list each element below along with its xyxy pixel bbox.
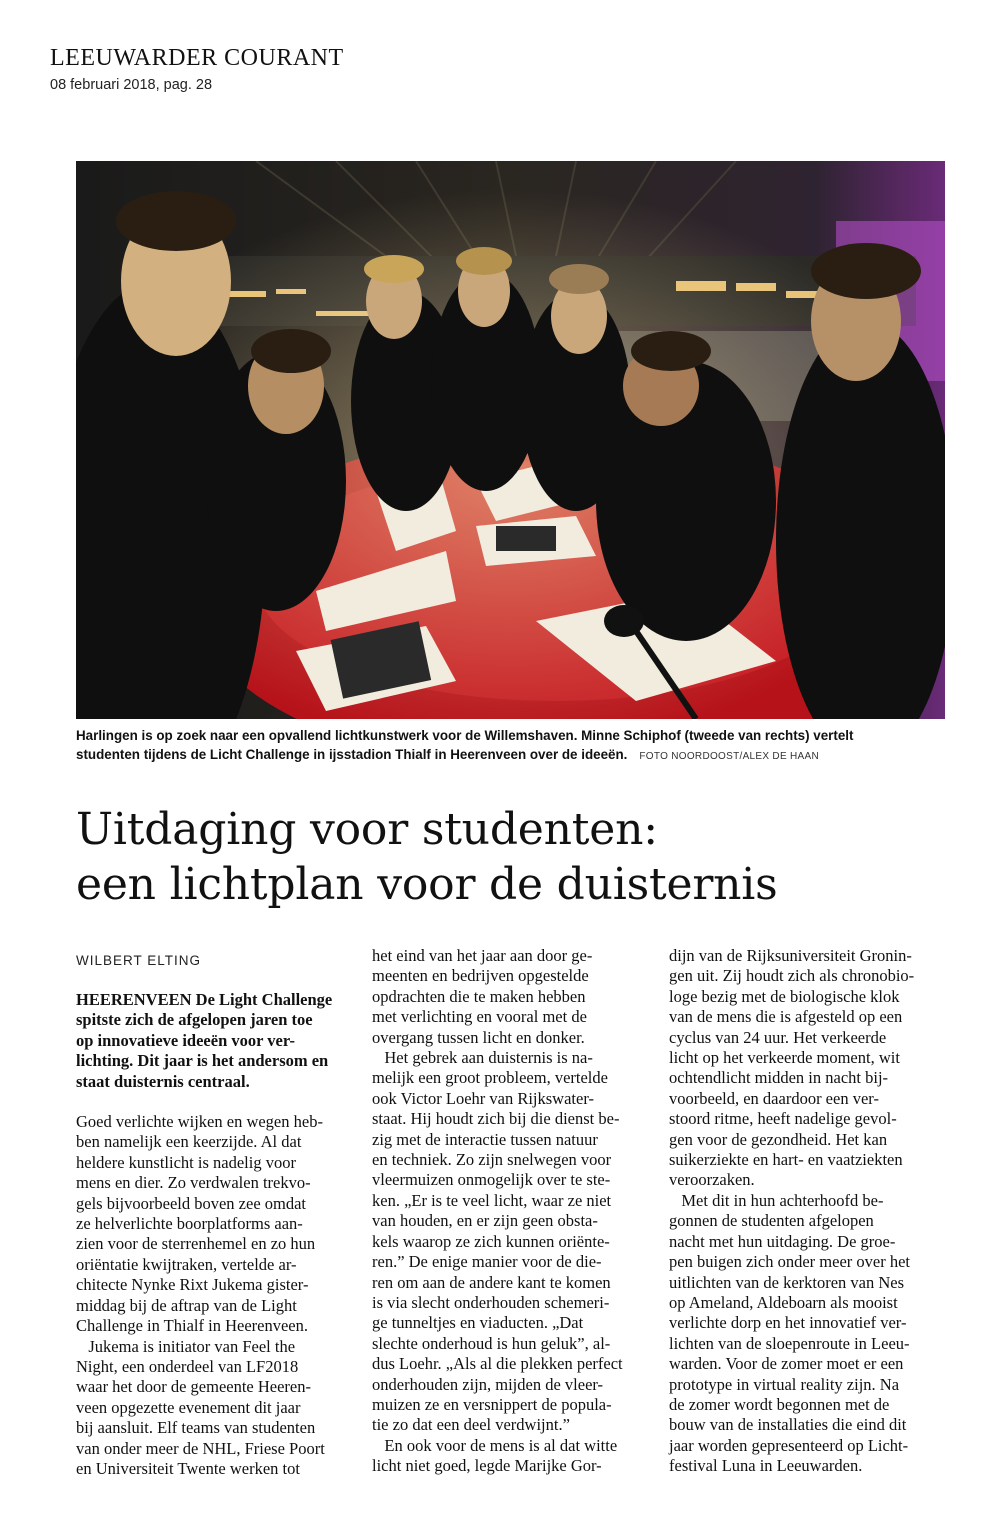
text-line: dus Loehr. „Als al die plekken perfect xyxy=(372,1354,623,1374)
text-line: loge bezig met de biologische klok xyxy=(669,986,900,1006)
text-line: overgang tussen licht en donker. xyxy=(372,1027,585,1047)
text-line: en techniek. Zo zijn snelwegen voor xyxy=(372,1150,612,1170)
text-line: ken. „Er is te veel licht, waar ze niet xyxy=(372,1190,612,1210)
body-text xyxy=(372,946,648,1477)
text-line: mens en dier. Zo verdwalen trekvo- xyxy=(76,1173,311,1193)
text-line: opdrachten die te maken hebben xyxy=(372,986,586,1006)
text-line: en Universiteit Twente werken tot xyxy=(76,1458,300,1478)
text-line: veroorzaken. xyxy=(669,1170,755,1190)
text-line: En ook voor de mens is al dat witte xyxy=(372,1435,618,1455)
text-line: Jukema is initiator van Feel the xyxy=(76,1336,296,1356)
text-line: gen voor de gezondheid. Het kan xyxy=(669,1129,888,1149)
text-line: van onder meer de NHL, Friese Poort xyxy=(76,1438,325,1458)
masthead-title: LEEUWARDER COURANT xyxy=(50,45,344,71)
text-line: van de mens die is afgesteld op een xyxy=(669,1007,903,1027)
text-line: dijn van de Rijksuniversiteit Gronin- xyxy=(669,946,912,965)
text-line: spitste zich de afgelopen jaren toe xyxy=(76,1010,313,1030)
text-line: suikerziekte en hart- en vaatziekten xyxy=(669,1150,903,1170)
text-line: stoord ritme, heeft nadelige gevol- xyxy=(669,1109,897,1129)
text-line: chitecte Nynke Rixt Jukema gister- xyxy=(76,1275,309,1295)
text-line: verlichte dorp en het innovatief ver- xyxy=(669,1313,907,1333)
text-line: gen uit. Zij houdt zich als chronobio- xyxy=(669,966,915,986)
author-byline: WILBERT ELTING xyxy=(76,953,202,968)
publication-date: 08 februari 2018, pag. 28 xyxy=(50,77,213,93)
text-line: met verlichting en vooral met de xyxy=(372,1007,587,1027)
text-line: gonnen de studenten afgelopen xyxy=(669,1211,874,1231)
headline-line-1: Uitdaging voor studenten: xyxy=(76,804,658,855)
text-line: veen opgezette evenement dit jaar xyxy=(76,1397,301,1417)
text-line: middag bij de aftrap van de Light xyxy=(76,1295,297,1315)
text-line: waar het door de gemeente Heeren- xyxy=(76,1377,311,1397)
text-line: voorbeeld, en daardoor een ver- xyxy=(669,1088,879,1108)
text-line: nacht met hun uitdaging. De groe- xyxy=(669,1231,896,1251)
text-line: ochtendlicht midden in nacht bij- xyxy=(669,1068,889,1088)
text-line: op innovatieve ideeën voor ver- xyxy=(76,1030,296,1050)
photo-caption xyxy=(76,726,956,766)
article-headline xyxy=(76,802,976,912)
headline-line-2: een lichtplan voor de duisternis xyxy=(76,859,778,910)
text-line: kels waarop ze zich kunnen oriënte- xyxy=(372,1231,610,1251)
text-line: festival Luna in Leeuwarden. xyxy=(669,1456,863,1476)
text-line: de zomer wordt begonnen met de xyxy=(669,1394,890,1414)
text-line: Met dit in hun achterhoofd be- xyxy=(669,1190,884,1210)
text-line: licht niet goed, legde Marijke Gor- xyxy=(372,1456,602,1476)
text-line: bouw van de installaties die eind dit xyxy=(669,1415,907,1435)
text-line: licht op het verkeerde moment, wit xyxy=(669,1048,900,1068)
text-line: Night, een onderdeel van LF2018 xyxy=(76,1356,299,1376)
photo-credit: FOTO NOORDOOST/ALEX DE HAAN xyxy=(639,751,819,762)
text-line: ren om aan de andere kant te komen xyxy=(372,1272,611,1292)
article-photo xyxy=(76,161,945,719)
text-line: prototype in virtual reality zijn. Na xyxy=(669,1374,900,1394)
text-line: cyclus van 24 uur. Het verkeerde xyxy=(669,1027,887,1047)
text-line: warden. Voor de zomer moet er een xyxy=(669,1354,904,1374)
text-line: ben namelijk een keerzijde. Al dat xyxy=(76,1132,302,1152)
text-line: zig met de interactie tussen natuur xyxy=(372,1129,598,1149)
text-line: onderhouden zijn, mijden de vleer- xyxy=(372,1374,604,1394)
text-line: bij aansluit. Elf teams van studenten xyxy=(76,1418,316,1438)
lead-paragraph xyxy=(76,990,352,1092)
text-line: slechte onderhoud is hun geluk”, al- xyxy=(372,1333,611,1353)
caption-line-2 xyxy=(76,745,956,766)
text-line: zien voor de sterrenhemel en zo hun xyxy=(76,1234,316,1254)
text-line: tie zo dat een deel verdwijnt.” xyxy=(372,1415,570,1435)
text-line: staat duisternis centraal. xyxy=(76,1071,250,1091)
body-text xyxy=(76,1112,352,1479)
text-line: pen buigen zich onder meer over het xyxy=(669,1252,910,1272)
text-line: ook Victor Loehr van Rijkswater- xyxy=(372,1088,594,1108)
article-column-2 xyxy=(372,946,648,1477)
text-line: melijk een groot probleem, vertelde xyxy=(372,1068,608,1088)
text-line: Het gebrek aan duisternis is na- xyxy=(372,1048,593,1068)
text-line: meenten en bedrijven opgestelde xyxy=(372,966,589,986)
text-line: vleermuizen onmogelijk over te ste- xyxy=(372,1170,611,1190)
text-line: ze helverlichte boorplatforms aan- xyxy=(76,1214,303,1234)
text-line: heldere kunstlicht is nadelig voor xyxy=(76,1152,296,1172)
text-line: Goed verlichte wijken en wegen heb- xyxy=(76,1112,323,1132)
text-line: op Ameland, Aldeboarn als mooist xyxy=(669,1292,898,1312)
text-line: oriëntatie kwijtraken, vertelde ar- xyxy=(76,1254,297,1274)
text-line: is via slecht onderhouden schemeri- xyxy=(372,1292,610,1312)
caption-line-2-text: studenten tijdens de Licht Challenge in ijsstadion Thialf in Heerenveen over de ideeën. xyxy=(76,747,628,762)
text-line: ren.” De enige manier voor de die- xyxy=(372,1252,602,1272)
text-line: ge tunneltjes en viaducten. „Dat xyxy=(372,1313,584,1333)
article-column-1 xyxy=(76,990,352,1479)
text-line: jaar worden gepresenteerd op Licht- xyxy=(669,1435,909,1455)
text-line: uitlichten van de kerktoren van Nes xyxy=(669,1272,905,1292)
caption-line-1: Harlingen is op zoek naar een opvallend lichtkunstwerk voor de Willemshaven. Minne Schiphof (tweede van rechts) vertelt xyxy=(76,728,854,743)
text-line: lichten van de sloepenroute in Leeu- xyxy=(669,1333,910,1353)
body-text xyxy=(669,946,945,1477)
text-line: staat. Hij houdt zich bij die dienst be- xyxy=(372,1109,620,1129)
text-line: muizen ze en versnippert de popula- xyxy=(372,1394,612,1414)
text-line: het eind van het jaar aan door ge- xyxy=(372,946,593,965)
text-line: HEERENVEEN De Light Challenge xyxy=(76,990,333,1009)
article-column-3 xyxy=(669,946,945,1477)
text-line: van houden, en er zijn geen obsta- xyxy=(372,1211,598,1231)
text-line: lichting. Dit jaar is het andersom en xyxy=(76,1051,329,1071)
text-line: Challenge in Thialf in Heerenveen. xyxy=(76,1316,308,1336)
text-line: gels bijvoorbeeld boven zee omdat xyxy=(76,1193,307,1213)
